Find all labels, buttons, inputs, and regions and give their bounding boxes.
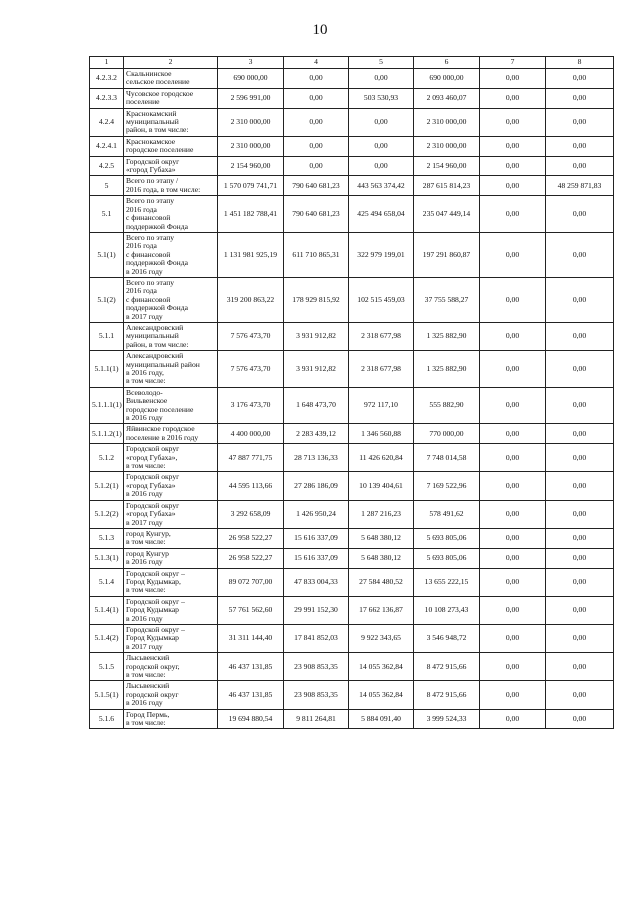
cell-col8: 0,00 bbox=[546, 69, 614, 89]
table-row bbox=[90, 624, 614, 652]
column-header: 7 bbox=[480, 57, 546, 69]
cell-local: 690 000,00 bbox=[414, 69, 480, 89]
cell-col8: 0,00 bbox=[546, 528, 614, 548]
column-header: 1 bbox=[90, 57, 124, 69]
cell-regional: 0,00 bbox=[349, 136, 414, 156]
cell-fund: 47 833 004,33 bbox=[284, 568, 349, 596]
table-row bbox=[90, 387, 614, 424]
cell-col8: 0,00 bbox=[546, 196, 614, 233]
cell-total: 26 958 522,27 bbox=[218, 548, 284, 568]
cell-local: 2 310 000,00 bbox=[414, 108, 480, 136]
table-body bbox=[90, 69, 614, 729]
row-name: Скальнинское сельское поселение bbox=[124, 69, 218, 89]
row-name: Город Пермь, в том числе: bbox=[124, 709, 218, 729]
cell-local: 197 291 860,87 bbox=[414, 232, 480, 277]
row-code: 5.1 bbox=[90, 196, 124, 233]
row-code: 4.2.5 bbox=[90, 156, 124, 176]
cell-regional: 11 426 620,84 bbox=[349, 444, 414, 472]
row-code: 5.1.3 bbox=[90, 528, 124, 548]
cell-total: 1 451 182 788,41 bbox=[218, 196, 284, 233]
cell-col8: 0,00 bbox=[546, 500, 614, 528]
row-code: 5.1.2(2) bbox=[90, 500, 124, 528]
row-code: 5.1.5 bbox=[90, 653, 124, 681]
cell-regional: 0,00 bbox=[349, 156, 414, 176]
cell-fund: 790 640 681,23 bbox=[284, 196, 349, 233]
cell-regional: 5 648 380,12 bbox=[349, 528, 414, 548]
cell-col7: 0,00 bbox=[480, 472, 546, 500]
cell-local: 1 325 882,90 bbox=[414, 322, 480, 350]
cell-local: 7 748 014,58 bbox=[414, 444, 480, 472]
cell-regional: 9 922 343,65 bbox=[349, 624, 414, 652]
cell-col8: 0,00 bbox=[546, 277, 614, 322]
row-code: 5.1.2 bbox=[90, 444, 124, 472]
cell-local: 3 546 948,72 bbox=[414, 624, 480, 652]
cell-fund: 15 616 337,09 bbox=[284, 528, 349, 548]
cell-regional: 443 563 374,42 bbox=[349, 176, 414, 196]
cell-col7: 0,00 bbox=[480, 500, 546, 528]
table-row bbox=[90, 568, 614, 596]
row-code: 5.1.3(1) bbox=[90, 548, 124, 568]
table-row bbox=[90, 69, 614, 89]
cell-total: 19 694 880,54 bbox=[218, 709, 284, 729]
cell-col7: 0,00 bbox=[480, 681, 546, 709]
row-code: 4.2.4 bbox=[90, 108, 124, 136]
cell-col7: 0,00 bbox=[480, 277, 546, 322]
cell-total: 7 576 473,70 bbox=[218, 351, 284, 388]
cell-col8: 0,00 bbox=[546, 444, 614, 472]
cell-local: 37 755 588,27 bbox=[414, 277, 480, 322]
table-row bbox=[90, 528, 614, 548]
cell-local: 555 882,90 bbox=[414, 387, 480, 424]
cell-total: 44 595 113,66 bbox=[218, 472, 284, 500]
row-name: город Кунгур, в том числе: bbox=[124, 528, 218, 548]
cell-total: 1 570 079 741,71 bbox=[218, 176, 284, 196]
cell-local: 2 154 960,00 bbox=[414, 156, 480, 176]
cell-col7: 0,00 bbox=[480, 69, 546, 89]
cell-col7: 0,00 bbox=[480, 136, 546, 156]
cell-col7: 0,00 bbox=[480, 709, 546, 729]
column-header: 4 bbox=[284, 57, 349, 69]
column-header: 8 bbox=[546, 57, 614, 69]
cell-col8: 0,00 bbox=[546, 681, 614, 709]
cell-col7: 0,00 bbox=[480, 548, 546, 568]
cell-col7: 0,00 bbox=[480, 444, 546, 472]
table-row bbox=[90, 444, 614, 472]
cell-col8: 0,00 bbox=[546, 88, 614, 108]
row-name: Городской округ «город Губаха» bbox=[124, 156, 218, 176]
table-row bbox=[90, 277, 614, 322]
cell-total: 46 437 131,85 bbox=[218, 681, 284, 709]
cell-local: 5 693 805,06 bbox=[414, 548, 480, 568]
table-row bbox=[90, 176, 614, 196]
column-header: 3 bbox=[218, 57, 284, 69]
row-code: 5.1.1(1) bbox=[90, 351, 124, 388]
cell-local: 8 472 915,66 bbox=[414, 681, 480, 709]
cell-col8: 0,00 bbox=[546, 322, 614, 350]
cell-col7: 0,00 bbox=[480, 624, 546, 652]
cell-regional: 1 287 216,23 bbox=[349, 500, 414, 528]
cell-fund: 9 811 264,81 bbox=[284, 709, 349, 729]
cell-regional: 27 584 480,52 bbox=[349, 568, 414, 596]
cell-total: 31 311 144,40 bbox=[218, 624, 284, 652]
cell-col7: 0,00 bbox=[480, 387, 546, 424]
cell-col7: 0,00 bbox=[480, 653, 546, 681]
cell-fund: 3 931 912,82 bbox=[284, 351, 349, 388]
cell-col8: 0,00 bbox=[546, 653, 614, 681]
cell-col8: 0,00 bbox=[546, 472, 614, 500]
cell-regional: 5 648 380,12 bbox=[349, 548, 414, 568]
cell-col7: 0,00 bbox=[480, 568, 546, 596]
row-code: 5.1.1 bbox=[90, 322, 124, 350]
cell-regional: 2 318 677,98 bbox=[349, 351, 414, 388]
row-code: 4.2.4.1 bbox=[90, 136, 124, 156]
cell-regional: 972 117,10 bbox=[349, 387, 414, 424]
cell-local: 10 108 273,43 bbox=[414, 596, 480, 624]
row-name: Всеволодо- Вильвенское городское поселение в 2016 году bbox=[124, 387, 218, 424]
cell-total: 690 000,00 bbox=[218, 69, 284, 89]
cell-local: 578 491,62 bbox=[414, 500, 480, 528]
cell-col8: 0,00 bbox=[546, 136, 614, 156]
cell-total: 3 292 658,09 bbox=[218, 500, 284, 528]
table-row bbox=[90, 322, 614, 350]
cell-fund: 0,00 bbox=[284, 88, 349, 108]
cell-local: 8 472 915,66 bbox=[414, 653, 480, 681]
cell-col8: 0,00 bbox=[546, 387, 614, 424]
cell-fund: 611 710 865,31 bbox=[284, 232, 349, 277]
table-row bbox=[90, 681, 614, 709]
cell-col8: 0,00 bbox=[546, 108, 614, 136]
row-name: Александровский муниципальный район в 2016 году, в том числе: bbox=[124, 351, 218, 388]
cell-local: 13 655 222,15 bbox=[414, 568, 480, 596]
table-row bbox=[90, 596, 614, 624]
cell-fund: 27 286 186,09 bbox=[284, 472, 349, 500]
cell-total: 2 596 991,00 bbox=[218, 88, 284, 108]
cell-regional: 102 515 459,03 bbox=[349, 277, 414, 322]
cell-col7: 0,00 bbox=[480, 196, 546, 233]
row-name: Всего по этапу 2016 года с финансовой поддержкой Фонда в 2016 году bbox=[124, 232, 218, 277]
cell-col7: 0,00 bbox=[480, 108, 546, 136]
row-code: 4.2.3.3 bbox=[90, 88, 124, 108]
cell-local: 235 047 449,14 bbox=[414, 196, 480, 233]
cell-local: 2 310 000,00 bbox=[414, 136, 480, 156]
table-row bbox=[90, 548, 614, 568]
cell-fund: 1 648 473,70 bbox=[284, 387, 349, 424]
row-name: Краснокамское городское поселение bbox=[124, 136, 218, 156]
cell-total: 1 131 981 925,19 bbox=[218, 232, 284, 277]
cell-local: 287 615 814,23 bbox=[414, 176, 480, 196]
cell-local: 7 169 522,96 bbox=[414, 472, 480, 500]
cell-col7: 0,00 bbox=[480, 176, 546, 196]
table-row bbox=[90, 424, 614, 444]
cell-local: 5 693 805,06 bbox=[414, 528, 480, 548]
row-code: 5.1(2) bbox=[90, 277, 124, 322]
row-code: 5.1.4(1) bbox=[90, 596, 124, 624]
cell-fund: 28 713 136,33 bbox=[284, 444, 349, 472]
cell-col7: 0,00 bbox=[480, 88, 546, 108]
cell-fund: 23 908 853,35 bbox=[284, 653, 349, 681]
row-name: Яйвинское городское поселение в 2016 году bbox=[124, 424, 218, 444]
cell-regional: 0,00 bbox=[349, 69, 414, 89]
cell-total: 47 887 771,75 bbox=[218, 444, 284, 472]
row-name: Городской округ «город Губаха» в 2016 году bbox=[124, 472, 218, 500]
cell-total: 7 576 473,70 bbox=[218, 322, 284, 350]
row-code: 5.1.1.1(1) bbox=[90, 387, 124, 424]
row-code: 5 bbox=[90, 176, 124, 196]
cell-regional: 503 530,93 bbox=[349, 88, 414, 108]
cell-col7: 0,00 bbox=[480, 424, 546, 444]
cell-local: 1 325 882,90 bbox=[414, 351, 480, 388]
table-row bbox=[90, 108, 614, 136]
cell-local: 770 000,00 bbox=[414, 424, 480, 444]
table-row bbox=[90, 136, 614, 156]
cell-fund: 0,00 bbox=[284, 69, 349, 89]
cell-total: 2 310 000,00 bbox=[218, 136, 284, 156]
row-name: Лысьвенский городской округ, в том числе: bbox=[124, 653, 218, 681]
cell-total: 46 437 131,85 bbox=[218, 653, 284, 681]
row-name: город Кунгур в 2016 году bbox=[124, 548, 218, 568]
cell-fund: 17 841 852,03 bbox=[284, 624, 349, 652]
cell-col8: 0,00 bbox=[546, 709, 614, 729]
row-code: 5.1.4 bbox=[90, 568, 124, 596]
header-row bbox=[90, 57, 614, 69]
cell-col8: 0,00 bbox=[546, 232, 614, 277]
cell-regional: 5 884 091,40 bbox=[349, 709, 414, 729]
cell-col8: 0,00 bbox=[546, 548, 614, 568]
cell-col7: 0,00 bbox=[480, 232, 546, 277]
cell-total: 2 154 960,00 bbox=[218, 156, 284, 176]
cell-regional: 17 662 136,87 bbox=[349, 596, 414, 624]
cell-fund: 0,00 bbox=[284, 108, 349, 136]
cell-col7: 0,00 bbox=[480, 528, 546, 548]
table-row bbox=[90, 709, 614, 729]
cell-regional: 2 318 677,98 bbox=[349, 322, 414, 350]
cell-fund: 2 283 439,12 bbox=[284, 424, 349, 444]
funding-table bbox=[89, 56, 614, 729]
cell-col8: 48 259 871,83 bbox=[546, 176, 614, 196]
cell-total: 2 310 000,00 bbox=[218, 108, 284, 136]
cell-regional: 425 494 658,04 bbox=[349, 196, 414, 233]
row-code: 5.1.6 bbox=[90, 709, 124, 729]
cell-total: 57 761 562,60 bbox=[218, 596, 284, 624]
cell-col8: 0,00 bbox=[546, 596, 614, 624]
column-header: 5 bbox=[349, 57, 414, 69]
cell-total: 89 072 707,00 bbox=[218, 568, 284, 596]
cell-col7: 0,00 bbox=[480, 351, 546, 388]
table-row bbox=[90, 88, 614, 108]
table-row bbox=[90, 351, 614, 388]
cell-fund: 29 991 152,30 bbox=[284, 596, 349, 624]
cell-col7: 0,00 bbox=[480, 322, 546, 350]
cell-total: 4 400 000,00 bbox=[218, 424, 284, 444]
row-code: 5.1.2(1) bbox=[90, 472, 124, 500]
cell-fund: 790 640 681,23 bbox=[284, 176, 349, 196]
cell-fund: 0,00 bbox=[284, 156, 349, 176]
cell-col8: 0,00 bbox=[546, 424, 614, 444]
page-number: 10 bbox=[312, 22, 328, 38]
row-name: Лысьвенский городской округ в 2016 году bbox=[124, 681, 218, 709]
cell-col8: 0,00 bbox=[546, 156, 614, 176]
cell-regional: 10 139 404,61 bbox=[349, 472, 414, 500]
row-code: 5.1.1.2(1) bbox=[90, 424, 124, 444]
row-name: Городской округ «город Губаха» в 2017 году bbox=[124, 500, 218, 528]
table-row bbox=[90, 196, 614, 233]
row-name: Городской округ – Город Кудымкар, в том числе: bbox=[124, 568, 218, 596]
cell-regional: 1 346 560,88 bbox=[349, 424, 414, 444]
table-row bbox=[90, 156, 614, 176]
cell-regional: 322 979 199,01 bbox=[349, 232, 414, 277]
row-name: Александровский муниципальный район, в том числе: bbox=[124, 322, 218, 350]
cell-fund: 15 616 337,09 bbox=[284, 548, 349, 568]
cell-total: 3 176 473,70 bbox=[218, 387, 284, 424]
column-header: 6 bbox=[414, 57, 480, 69]
cell-col8: 0,00 bbox=[546, 624, 614, 652]
cell-fund: 0,00 bbox=[284, 136, 349, 156]
row-name: Городской округ – Город Кудымкар в 2016 году bbox=[124, 596, 218, 624]
row-name: Чусовское городское поселение bbox=[124, 88, 218, 108]
cell-total: 319 200 863,22 bbox=[218, 277, 284, 322]
cell-fund: 1 426 950,24 bbox=[284, 500, 349, 528]
table-row bbox=[90, 653, 614, 681]
row-name: Всего по этапу 2016 года с финансовой поддержкой Фонда bbox=[124, 196, 218, 233]
cell-fund: 178 929 815,92 bbox=[284, 277, 349, 322]
row-name: Городской округ – Город Кудымкар в 2017 году bbox=[124, 624, 218, 652]
row-code: 4.2.3.2 bbox=[90, 69, 124, 89]
row-name: Краснокамский муниципальный район, в том числе: bbox=[124, 108, 218, 136]
cell-col7: 0,00 bbox=[480, 596, 546, 624]
table-row bbox=[90, 472, 614, 500]
cell-fund: 3 931 912,82 bbox=[284, 322, 349, 350]
cell-col7: 0,00 bbox=[480, 156, 546, 176]
cell-col8: 0,00 bbox=[546, 568, 614, 596]
row-name: Всего по этапу / 2016 года, в том числе: bbox=[124, 176, 218, 196]
cell-local: 3 999 524,33 bbox=[414, 709, 480, 729]
column-header: 2 bbox=[124, 57, 218, 69]
table-row bbox=[90, 500, 614, 528]
row-code: 5.1(1) bbox=[90, 232, 124, 277]
cell-total: 26 958 522,27 bbox=[218, 528, 284, 548]
cell-regional: 0,00 bbox=[349, 108, 414, 136]
row-name: Всего по этапу 2016 года с финансовой поддержкой Фонда в 2017 году bbox=[124, 277, 218, 322]
table-row bbox=[90, 232, 614, 277]
cell-regional: 14 055 362,84 bbox=[349, 681, 414, 709]
row-name: Городской округ «город Губаха», в том числе: bbox=[124, 444, 218, 472]
cell-local: 2 093 460,07 bbox=[414, 88, 480, 108]
row-code: 5.1.5(1) bbox=[90, 681, 124, 709]
row-code: 5.1.4(2) bbox=[90, 624, 124, 652]
cell-fund: 23 908 853,35 bbox=[284, 681, 349, 709]
cell-regional: 14 055 362,84 bbox=[349, 653, 414, 681]
cell-col8: 0,00 bbox=[546, 351, 614, 388]
